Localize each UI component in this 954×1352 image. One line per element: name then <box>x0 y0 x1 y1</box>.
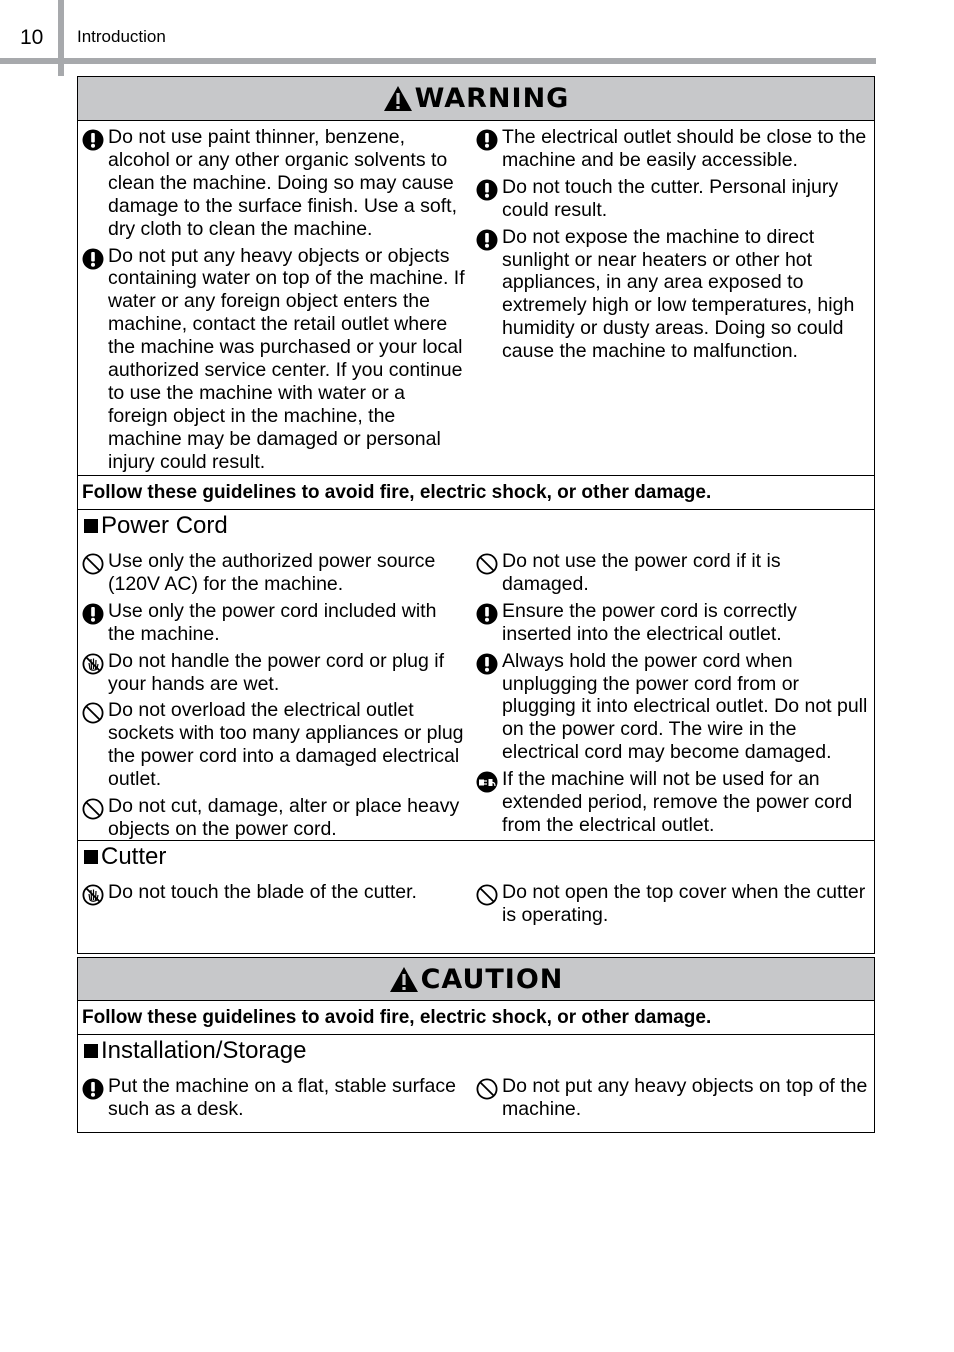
safety-item <box>82 550 468 596</box>
power-cord-section <box>78 510 874 840</box>
safety-item <box>82 245 468 474</box>
safety-item <box>476 176 870 222</box>
power-cord-right-column <box>476 550 870 840</box>
cutter-items <box>78 871 874 931</box>
mandatory-icon <box>476 226 502 363</box>
mandatory-icon <box>476 650 502 765</box>
safety-item <box>82 600 468 646</box>
bullet-square-icon <box>84 1044 98 1058</box>
power-cord-heading <box>78 510 874 540</box>
header-rule-vertical <box>58 0 64 76</box>
prohibited-icon <box>82 699 108 791</box>
do-not-touch-icon <box>82 650 108 696</box>
safety-item <box>82 795 468 841</box>
installation-left-column <box>82 1075 476 1125</box>
safety-item <box>82 881 468 912</box>
safety-item-text: Do not cut, damage, alter or place heavy objects on the power cord. <box>108 795 460 840</box>
mandatory-icon <box>82 245 108 474</box>
safety-item-text: Do not use paint thinner, benzene, alcohol or any other organic solvents to clean the machine. Doing so may cause damage to the surface finish. Use a soft, dry cloth to clean the machine. <box>108 126 458 240</box>
mandatory-icon <box>82 600 108 646</box>
safety-item <box>476 600 870 646</box>
warning-box <box>77 76 875 954</box>
mandatory-icon <box>82 1075 108 1121</box>
prohibited-icon <box>476 1075 502 1121</box>
page-number: 10 <box>20 26 44 49</box>
mandatory-icon <box>476 600 502 646</box>
warning-banner <box>78 77 874 121</box>
safety-item-text: Do not put any heavy objects or objects containing water on top of the machine. If water or any foreign object enters the machine, contact the retail outlet where the machine was purchased or your local authorized service center. If you continue to use the machine with water or a foreign object in the machine, the machine may be damaged or personal injury could result. <box>108 244 465 473</box>
cutter-heading-text: Cutter <box>101 843 167 870</box>
installation-heading-text: Installation/Storage <box>101 1037 307 1064</box>
safety-item-text: The electrical outlet should be close to the machine and be easily accessible. <box>502 126 867 171</box>
safety-item-text: Do not touch the blade of the cutter. <box>108 881 417 903</box>
power-cord-heading-text: Power Cord <box>101 512 228 539</box>
safety-item-text: Use only the power cord included with the machine. <box>108 599 437 645</box>
prohibited-icon <box>476 881 502 927</box>
do-not-touch-icon <box>82 881 108 912</box>
safety-item-text: Do not overload the electrical outlet sockets with too many appliances or plug the power cord into a damaged electrical outlet. <box>108 699 464 791</box>
bullet-square-icon <box>84 850 98 864</box>
cutter-right-column <box>476 881 870 931</box>
power-cord-left-column <box>82 550 476 840</box>
installation-section <box>78 1035 874 1125</box>
safety-item <box>476 650 870 765</box>
warning-title: WARNING <box>414 83 570 114</box>
safety-item-text: Do not open the top cover when the cutter is operating. <box>502 881 866 926</box>
warning-general-left-column <box>82 126 476 475</box>
header-rule-horizontal <box>0 58 876 64</box>
safety-item-text: Do not use the power cord if it is damaged. <box>502 550 781 595</box>
caution-triangle-icon <box>389 966 419 993</box>
safety-item <box>476 768 870 837</box>
safety-item-text: Always hold the power cord when unplugging the power cord from or plugging it into electrical outlet. Do not pull on the power cord. The wire in the electrical cord may become damaged. <box>502 649 868 764</box>
safety-item-text: Do not expose the machine to direct sunlight or near heaters or other hot appliances, in any area exposed to extremely high or low temperatures, high humidity or dusty areas. Doing so could cause the machine to malfunction. <box>502 225 855 363</box>
caution-banner <box>78 958 874 1001</box>
installation-heading <box>78 1035 874 1065</box>
mandatory-icon <box>476 176 502 222</box>
safety-item-text: If the machine will not be used for an extended period, remove the power cord from the electrical outlet. <box>502 768 853 836</box>
safety-item <box>476 226 870 363</box>
cutter-heading <box>78 841 874 871</box>
caution-box <box>77 957 875 1133</box>
safety-item <box>82 650 468 696</box>
mandatory-icon <box>476 126 502 172</box>
safety-item-text: Ensure the power cord is correctly inserted into the electrical outlet. <box>502 599 797 645</box>
safety-item <box>82 699 468 791</box>
cutter-section <box>78 840 874 931</box>
prohibited-icon <box>476 550 502 596</box>
warning-guideline: Follow these guidelines to avoid fire, electric shock, or other damage. <box>78 475 874 510</box>
warning-triangle-icon <box>383 85 413 112</box>
bullet-square-icon <box>84 519 98 533</box>
cutter-left-column <box>82 881 476 931</box>
safety-item <box>476 126 870 172</box>
safety-item <box>476 881 870 927</box>
section-label: Introduction <box>77 27 166 46</box>
installation-items <box>78 1065 874 1125</box>
safety-item <box>476 550 870 596</box>
safety-item <box>476 1075 870 1121</box>
installation-right-column <box>476 1075 870 1125</box>
safety-item-text: Do not put any heavy objects on top of the machine. <box>502 1075 868 1120</box>
caution-title: CAUTION <box>420 963 564 995</box>
unplug-icon <box>476 768 502 837</box>
power-cord-items <box>78 540 874 840</box>
safety-item-text: Do not touch the cutter. Personal injury could result. <box>502 175 839 221</box>
safety-item-text: Use only the authorized power source (120V AC) for the machine. <box>108 550 436 595</box>
safety-item-text: Do not handle the power cord or plug if your hands are wet. <box>108 649 445 695</box>
prohibited-icon <box>82 795 108 841</box>
warning-general-right-column <box>476 126 870 475</box>
safety-item <box>82 126 468 241</box>
prohibited-icon <box>82 550 108 596</box>
safety-item <box>82 1075 468 1121</box>
caution-guideline: Follow these guidelines to avoid fire, electric shock, or other damage. <box>78 1001 874 1035</box>
warning-general-items <box>78 121 874 475</box>
safety-item-text: Put the machine on a flat, stable surface such as a desk. <box>108 1075 456 1120</box>
mandatory-icon <box>82 126 108 241</box>
